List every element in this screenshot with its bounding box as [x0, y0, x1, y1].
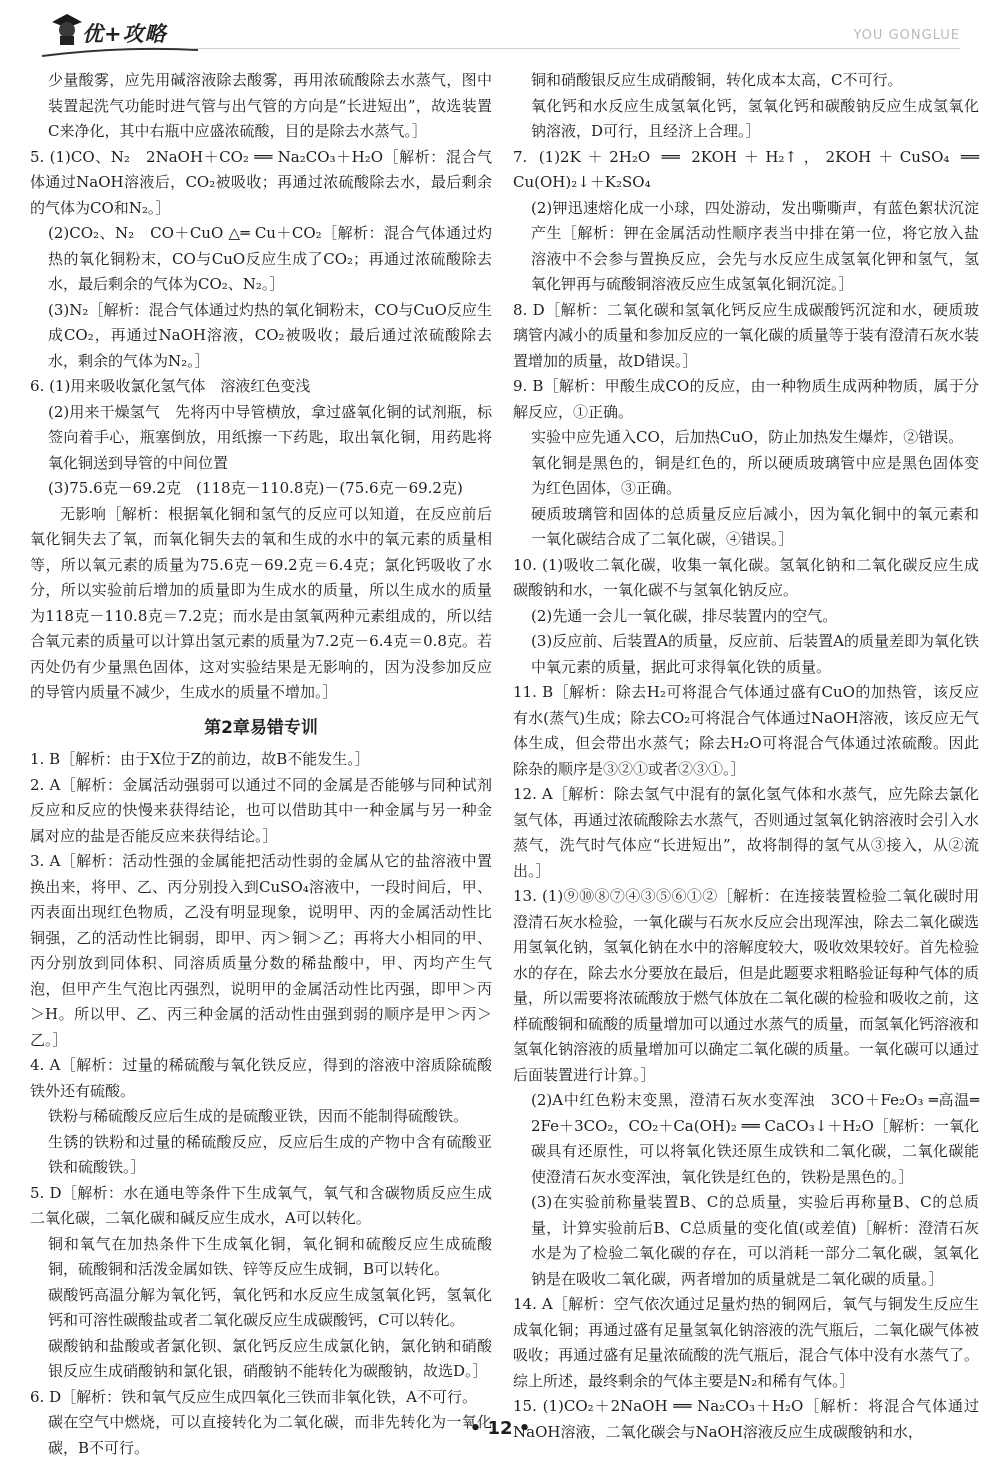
answer-paragraph: 15. (1)CO₂＋2NaOH ══ Na₂CO₃＋H₂O［解析：将混合气体通过NaOH溶液，二氧化碳会与NaOH溶液反应生成碳酸钠和水， [513, 1397, 979, 1441]
left-column [30, 68, 492, 1461]
answer-paragraph: 铁粉与稀硫酸反应后生成的是硫酸亚铁，因而不能制得硫酸铁。 [48, 1107, 469, 1125]
answer-paragraph: 碳酸钠和盐酸或者氯化钡、氯化钙反应生成氯化钠，氯化钠和硝酸银反应生成硝酸钠和氯化银，硝酸钠不能转化为碳酸钠，故选D。］ [48, 1336, 492, 1380]
answer-paragraph: 氧化铜是黑色的，铜是红色的，所以硬质玻璃管中应是黑色固体变为红色固体，③正确。 [531, 453, 979, 497]
answer-paragraph: (2)先通一会儿一氧化碳，排尽装置内的空气。 [531, 606, 838, 625]
answer-paragraph: 硬质玻璃管和固体的总质量反应后减小，因为氧化铜中的氧元素和一氧化碳结合成了二氧化碳，④错误。］ [531, 504, 979, 548]
answer-paragraph: 12. A［解析：除去氢气中混有的氯化氢气体和水蒸气，应先除去氯化氢气体，再通过浓硫酸除去水蒸气，否则通过氢氧化钠溶液时会引入水蒸气，洗气时气体应“长进短出”，故将制得的氢气从③接入，从②流出。］ [513, 785, 979, 880]
answer-paragraph: 碳酸钙高温分解为氧化钙，氧化钙和水反应生成氢氧化钙，氢氧化钙和可溶性碳酸盐或者二氧化碳反应生成碳酸钙，C可以转化。 [48, 1285, 492, 1329]
brand-logo-text: 优+攻略 [82, 22, 167, 46]
answer-paragraph: 3. A［解析：活动性强的金属能把活动性弱的金属从它的盐溶液中置换出来，将甲、乙、丙分别投入到CuSO₄溶液中，一段时间后，甲、丙表面出现红色物质，乙没有明显现象，说明甲、丙的金属活动性比铜强，乙的活动性比铜弱，即甲、丙＞铜＞乙；再将大小相同的甲、丙分别放到同体积、同溶质质量分数的稀盐酸中，甲、丙均产生气泡，但甲产生气泡比丙强烈，说明甲的金属活动性比丙强，即甲＞丙＞H。所以甲、乙、丙三种金属的活动性由强到弱的顺序是甲＞丙＞乙。］ [30, 852, 492, 1049]
answer-paragraph: 5. (1)CO、N₂ 2NaOH＋CO₂ ══ Na₂CO₃＋H₂O［解析：混合气体通过NaOH溶液后，CO₂被吸收；再通过浓硫酸除去水，最后剩余的气体为CO和N₂。］ [30, 147, 492, 217]
answer-paragraph: 生锈的铁粉和过量的稀硫酸反应，反应后生成的产物中含有硫酸亚铁和硫酸铁。］ [48, 1132, 492, 1176]
answer-paragraph: (2)钾迅速熔化成一小球，四处游动，发出嘶嘶声，有蓝色絮状沉淀产生［解析：钾在金属活动性顺序表当中排在第一位，将它放入盐溶液中不会参与置换反应，会先与水反应生成氢氧化钾和氢气，氢氧化钾再与硫酸铜溶液反应生成氢氧化铜沉淀。］ [531, 198, 979, 293]
page-number: • 12 • [469, 1418, 531, 1439]
answer-paragraph: 铜和硝酸银反应生成硝酸铜，转化成本太高，C不可行。 [531, 71, 903, 89]
answer-paragraph: (3)在实验前称量装置B、C的总质量，实验后再称量B、C的总质量，计算实验前后B、C总质量的变化值(或差值)［解析：澄清石灰水是为了检验二氧化碳的存在，可以消耗一部分二氧化碳，氢氧化钠是在吸收二氧化碳，两者增加的质量就是二氧化碳的质量。］ [531, 1193, 979, 1288]
answer-paragraph: (3)N₂［解析：混合气体通过灼热的氧化铜粉末，CO与CuO反应生成CO₂，再通过NaOH溶液，CO₂被吸收；最后通过浓硫酸除去水，剩余的气体为N₂。］ [48, 300, 492, 370]
answer-paragraph: 1. B［解析：由于X位于Z的前边，故B不能发生。］ [30, 750, 370, 768]
swoosh-icon [40, 44, 200, 60]
answer-paragraph: (2)CO₂、N₂ CO＋CuO △═ Cu＋CO₂［解析：混合气体通过灼热的氧化铜粉末，CO与CuO反应生成了CO₂；再通过浓硫酸除去水，最后剩余的气体为CO₂、N₂。］ [48, 224, 492, 293]
answer-paragraph: 8. D［解析：二氧化碳和氢氧化钙反应生成碳酸钙沉淀和水，硬质玻璃管内减小的质量和参加反应的一氧化碳的质量等于装有澄清石灰水装置增加的质量，故D错误。］ [513, 300, 979, 370]
right-column [513, 68, 979, 1445]
answer-paragraph: (2)A中红色粉末变黑，澄清石灰水变浑浊 3CO＋Fe₂O₃ ═高温═ 2Fe＋3CO₂，CO₂＋Ca(OH)₂ ══ CaCO₃↓＋H₂O［解析：一氧化碳具有还原性，可以将氧化铁还原生成铁和二氧化碳，二氧化碳能使澄清石灰水变浑浊，氧化铁是红色的，铁粉是黑色的。］ [531, 1091, 979, 1186]
section-title: 第2章易错专训 [204, 717, 318, 738]
answer-paragraph: 铜和氧气在加热条件下生成氧化铜，氧化铜和硫酸反应生成硫酸铜，硫酸铜和活泼金属如铁、锌等反应生成铜，B可以转化。 [48, 1234, 492, 1278]
answer-paragraph: 2. A［解析：金属活动强弱可以通过不同的金属是否能够与同种试剂反应和反应的快慢来获得结论，也可以借助其中一种金属与另一种金属对应的盐是否能反应来获得结论。］ [30, 775, 492, 845]
answer-paragraph: 碳在空气中燃烧，可以直接转化为二氧化碳，而非先转化为一氧化碳，B不可行。 [48, 1413, 492, 1457]
answer-paragraph: 9. B［解析：甲酸生成CO的反应，由一种物质生成两种物质，属于分解反应，①正确。 [513, 377, 979, 421]
answer-paragraph: 少量酸雾，应先用碱溶液除去酸雾，再用浓硫酸除去水蒸气，图中装置起洗气功能时进气管与出气管的方向是“长进短出”，故选装置C来净化，其中右瓶中应盛浓硫酸，目的是除去水蒸气。］ [48, 71, 492, 140]
answer-paragraph: 氧化钙和水反应生成氢氧化钙，氢氧化钙和碳酸钠反应生成氢氧化钠溶液，D可行，且经济上合理。］ [531, 96, 979, 140]
answer-paragraph: 13. (1)⑨⑩⑧⑦④③⑤⑥①②［解析：在连接装置检验二氧化碳时用澄清石灰水检验，一氧化碳与石灰水反应会出现浑浊，除去二氧化碳选用氢氧化钠，氢氧化钠在水中的溶解度较大，吸收效果较好。首先检验水的存在，除去水分要放在最后，但是此题要求粗略验证每种气体的质量，所以需要将浓硫酸放于燃气体放在二氧化碳的检验和吸收之前，这样硫酸铜和硫酸的质量增加可以通过水蒸气的质量，而氢氧化钙溶液和氢氧化钠溶液的质量增加可以确定二氧化碳的质量。一氧化碳可以通过后面装置进行计算。］ [513, 887, 979, 1084]
header-rule [190, 48, 960, 49]
answer-paragraph: 实验中应先通入CO，后加热CuO，防止加热发生爆炸，②错误。 [531, 428, 964, 446]
answer-paragraph: (2)用来干燥氢气 先将丙中导管横放，拿过盛氧化铜的试剂瓶，标签向着手心，瓶塞倒放，用纸擦一下药匙，取出氧化铜，用药匙将氧化铜送到导管的中间位置 [48, 402, 492, 472]
page-header [0, 0, 1000, 66]
answer-paragraph: 6. (1)用来吸收氯化氢气体 溶液红色变浅 [30, 377, 311, 395]
answer-paragraph: (3)75.6克－69.2克 (118克－110.8克)－(75.6克－69.2克) [48, 479, 463, 497]
answer-paragraph: (3)反应前、后装置A的质量，反应前、后装置A的质量差即为氧化铁中氧元素的质量，据此可求得氧化铁的质量。 [531, 632, 979, 676]
answer-paragraph: 4. A［解析：过量的稀硫酸与氧化铁反应，得到的溶液中溶质除硫酸铁外还有硫酸。 [30, 1056, 492, 1100]
answer-paragraph: 6. D［解析：铁和氧气反应生成四氧化三铁而非氧化铁，A不可行。 [30, 1387, 477, 1406]
mascot-icon [50, 8, 84, 46]
answer-paragraph: 14. A［解析：空气依次通过足量灼热的铜网后，氧气与铜发生反应生成氧化铜；再通过盛有足量氢氧化钠溶液的洗气瓶后，二氧化碳气体被吸收；再通过盛有足量浓硫酸的洗气瓶后，混合气体中没有水蒸气了。综上所述，最终剩余的气体主要是N₂和稀有气体。］ [513, 1295, 979, 1390]
answer-paragraph: 11. B［解析：除去H₂可将混合气体通过盛有CuO的加热管，该反应有水(蒸气)生成；除去CO₂可将混合气体通过NaOH溶液，该反应无气体生成，但会带出水蒸气；除去H₂O可将混合气体通过浓硫酸。因此除杂的顺序是③②①或者②③①。］ [513, 683, 979, 778]
answer-paragraph: 10. (1)吸收二氧化碳，收集一氧化碳。氢氧化钠和二氧化碳反应生成碳酸钠和水，一氧化碳不与氢氧化钠反应。 [513, 555, 979, 599]
answer-paragraph: 5. D［解析：水在通电等条件下生成氧气，氧气和含碳物质反应生成二氧化碳，二氧化碳和碱反应生成水，A可以转化。 [30, 1183, 492, 1227]
brand-pinyin: YOU GONGLUE [853, 28, 960, 43]
answer-paragraph: 7. (1)2K＋2H₂O ══ 2KOH＋H₂↑，2KOH＋CuSO₄ ══ Cu(OH)₂↓＋K₂SO₄ [513, 147, 979, 191]
answer-paragraph: 无影响［解析：根据氧化铜和氢气的反应可以知道，在反应前后氧化铜失去了氧，而氧化铜失去的氧和生成的水中的氧元素的质量相等，所以氧元素的质量为75.6克－69.2克＝6.4克；氯化钙吸收了水分，所以实验前后增加的质量即为生成水的质量，所以生成水的质量为118克－110.8克＝7.2克；而水是由氢氧两种元素组成的，所以结合氧元素的质量可以计算出氢元素的质量为7.2克－6.4克＝0.8克。若丙处仍有少量黑色固体，这对实验结果是无影响的，因为没参加反应的导管内质量不减少，生成水的质量不增加。］ [30, 504, 492, 701]
